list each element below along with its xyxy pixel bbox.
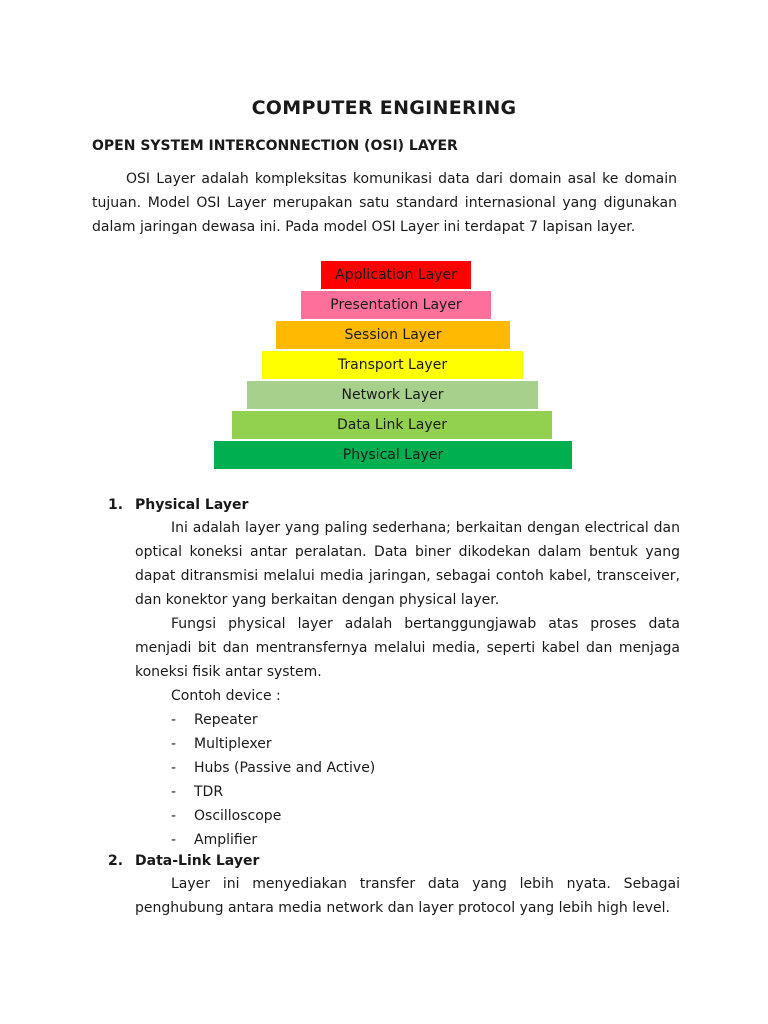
osi-layer-physical-layer: Physical Layer — [214, 441, 572, 469]
list-item — [171, 828, 680, 852]
intro-paragraph: OSI Layer adalah kompleksitas komunikasi data dari domain asal ke domain tujuan. Model OSI Layer merupakan satu standard internasional yang digunakan dalam jaringan dewasa ini. Pada model OSI Layer ini terdapat 7 lapisan layer. — [92, 171, 677, 235]
devices-label: Contoh device : — [171, 688, 281, 704]
osi-layer-session-layer: Session Layer — [276, 321, 510, 349]
bullet-dash: - — [171, 712, 177, 728]
osi-layer-data-link-layer: Data Link Layer — [232, 411, 552, 439]
paragraph: Ini adalah layer yang paling sederhana; berkaitan dengan electrical dan optical koneksi antar peralatan. Data biner dikodekan dalam bentuk yang dapat ditransmisi melalui media jaringan, sebagai contoh kabel, transceiver, dan konektor yang berkaitan dengan physical layer. — [135, 520, 680, 608]
section-heading-osi: OPEN SYSTEM INTERCONNECTION (OSI) LAYER — [92, 138, 458, 154]
section-number: 2. — [108, 853, 124, 869]
osi-layer-network-layer: Network Layer — [247, 381, 538, 409]
section-title — [108, 850, 680, 872]
section-data-link-layer — [108, 850, 680, 920]
section-title-text: Data-Link Layer — [135, 853, 260, 869]
bullet-dash: - — [171, 784, 177, 800]
osi-layer-presentation-layer: Presentation Layer — [301, 291, 491, 319]
list-item-text: TDR — [194, 784, 224, 800]
list-item-text: Amplifier — [194, 832, 258, 848]
paragraph: Fungsi physical layer adalah bertanggungjawab atas proses data menjadi bit dan mentransfernya melalui media, seperti kabel dan menjaga koneksi fisik antar system. — [135, 616, 680, 680]
section-title-text: Physical Layer — [135, 497, 249, 513]
osi-layer-application-layer: Application Layer — [321, 261, 471, 289]
osi-layer-transport-layer: Transport Layer — [262, 351, 523, 379]
section-number: 1. — [108, 497, 124, 513]
list-item — [171, 804, 680, 828]
section-physical-layer — [108, 494, 680, 852]
list-item — [171, 780, 680, 804]
list-item — [171, 708, 680, 732]
list-item-text: Repeater — [194, 712, 258, 728]
list-item — [171, 756, 680, 780]
list-item-text: Hubs (Passive and Active) — [194, 760, 376, 776]
section-title — [108, 494, 680, 516]
bullet-dash: - — [171, 808, 177, 824]
list-item-text: Multiplexer — [194, 736, 272, 752]
bullet-dash: - — [171, 832, 177, 848]
paragraph: Layer ini menyediakan transfer data yang lebih nyata. Sebagai penghubung antara media network dan layer protocol yang lebih high level. — [135, 876, 680, 916]
bullet-dash: - — [171, 760, 177, 776]
list-item — [171, 732, 680, 756]
list-item-text: Oscilloscope — [194, 808, 282, 824]
document-title: COMPUTER ENGINERING — [251, 97, 517, 119]
device-list — [108, 708, 680, 852]
bullet-dash: - — [171, 736, 177, 752]
